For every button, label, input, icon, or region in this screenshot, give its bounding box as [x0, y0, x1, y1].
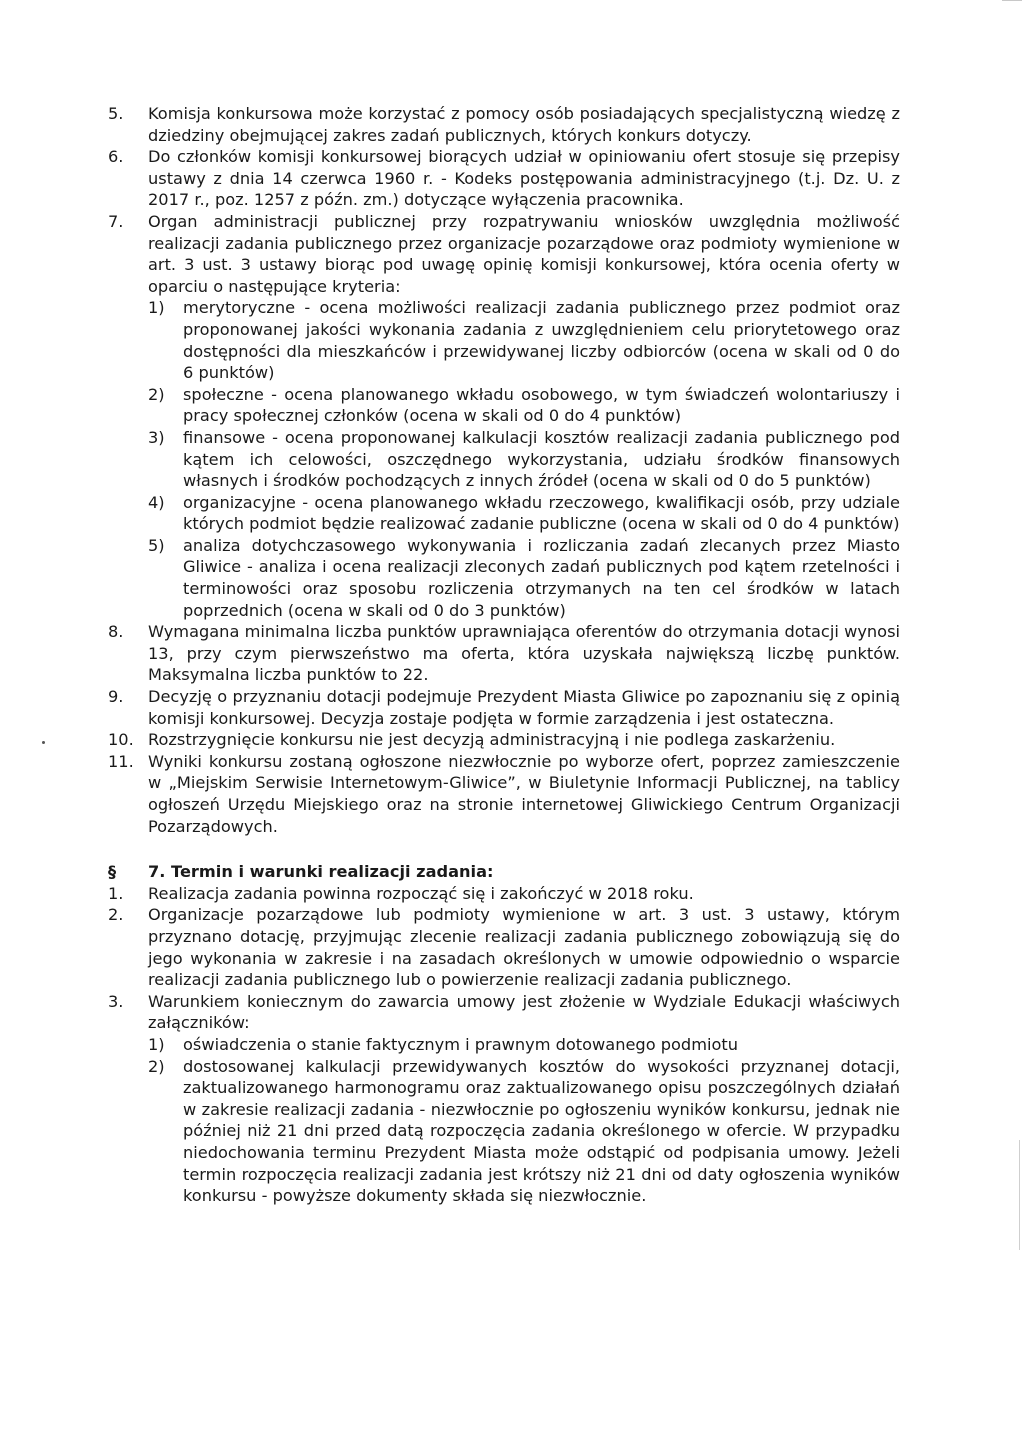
item-text: Rozstrzygnięcie konkursu nie jest decyzją administracyjną i nie podlega zaskarżeniu.	[148, 730, 836, 750]
criterion-number: 1)	[148, 298, 165, 318]
scan-speck	[42, 741, 45, 744]
paragraph-5	[108, 103, 900, 146]
scan-edge-line	[1019, 1140, 1020, 1250]
criterion-3	[148, 427, 900, 492]
criterion-2	[148, 384, 900, 427]
criterion-4	[148, 492, 900, 535]
paragraph-6	[108, 146, 900, 211]
criterion-text: analiza dotychczasowego wykonywania i rozliczania zadań zlecanych przez Miasto Gliwice - analiza i ocena realizacji zleconych zadań publicznych pod kątem rzetelności i terminowości oraz sposobu rozliczenia otrzymanych na ten cel środków w latach poprzednich (ocena w skali od 0 do 3 punktów)	[183, 535, 900, 620]
section-title: 7. Termin i warunki realizacji zadania:	[148, 862, 494, 882]
attachment-text: oświadczenia o stanie faktycznym i prawnym dotowanego podmiotu	[183, 1034, 738, 1054]
item-text: Organizacje pozarządowe lub podmioty wymienione w art. 3 ust. 3 ustawy, którym przyznano dotację, przyjmując zlecenie realizacji zadania publicznego zobowiązują się do jego wykonania w zakresie i na zasadach określonych w umowie odpowiednio o wsparcie realizacji zadania publicznego lub o powierzenie realizacji zadania publicznego.	[148, 905, 900, 990]
item-text: Do członków komisji konkursowej biorących udział w opiniowaniu ofert stosuje się przepisy ustawy z dnia 14 czerwca 1960 r. - Kodeks postępowania administracyjnego (t.j. Dz. U. z 2017 r., poz. 1257 z późn. zm.) dotyczące wyłączenia pracownika.	[148, 147, 900, 210]
item-text: Warunkiem koniecznym do zawarcia umowy jest złożenie w Wydziale Edukacji właściwych załączników:	[148, 991, 900, 1033]
criterion-text: społeczne - ocena planowanego wkładu osobowego, w tym świadczeń wolontariuszy i pracy społecznej członków (ocena w skali od 0 do 4 punktów)	[183, 384, 900, 426]
criterion-5	[148, 535, 900, 621]
item-number: 3.	[108, 991, 124, 1011]
item-number: 8.	[108, 622, 124, 642]
paragraph-7	[108, 211, 900, 297]
paragraph-10	[108, 729, 900, 751]
attachment-number: 2)	[148, 1056, 165, 1076]
section7-item-3	[108, 991, 900, 1034]
document-body	[108, 103, 900, 1207]
criterion-number: 2)	[148, 384, 165, 404]
item-number: 6.	[108, 147, 124, 167]
criterion-number: 3)	[148, 427, 165, 447]
item-text: Wyniki konkursu zostaną ogłoszone niezwłocznie po wyborze ofert, poprzez zamieszczenie w „Miejskim Serwisie Internetowym-Gliwice”, w Biuletynie Informacji Publicznej, na tablicy ogłoszeń Urzędu Miejskiego oraz na stronie internetowej Gliwickiego Centrum Organizacji Pozarządowych.	[148, 751, 900, 836]
criterion-text: finansowe - ocena proponowanej kalkulacji kosztów realizacji zadania publicznego pod kątem ich celowości, oszczędnego wykorzystania, udziału środków finansowych własnych i środków pochodzących z innych źródeł (ocena w skali od 0 do 5 punktów)	[183, 427, 900, 491]
item-number: 5.	[108, 104, 124, 123]
section-spacer	[108, 837, 900, 861]
attachment-number: 1)	[148, 1034, 165, 1054]
criterion-text: organizacyjne - ocena planowanego wkładu rzeczowego, kwalifikacji osób, przy udziale których podmiot będzie realizować zadanie publiczne (ocena w skali od 0 do 4 punktów)	[183, 492, 900, 534]
item-text: Komisja konkursowa może korzystać z pomocy osób posiadających specjalistyczną wiedzę z dziedziny obejmującej zakres zadań publicznych, których konkurs dotyczy.	[148, 104, 900, 145]
paragraph-9	[108, 686, 900, 729]
item-text: Organ administracji publicznej przy rozpatrywaniu wniosków uwzględnia możliwość realizacji zadania publicznego przez organizacje pozarządowe oraz podmioty wymienione w art. 3 ust. 3 ustawy biorąc pod uwagę opinię komisji konkursowej, która ocenia oferty w oparciu o następujące kryteria:	[148, 211, 900, 296]
item-number: 7.	[108, 211, 124, 231]
section7-item-2	[108, 904, 900, 990]
item-text: Realizacja zadania powinna rozpocząć się i zakończyć w 2018 roku.	[148, 883, 694, 903]
criterion-text: merytoryczne - ocena możliwości realizacji zadania publicznego przez podmiot oraz proponowanej jakości wykonania zadania z uwzględnieniem celu priorytetowego oraz dostępności dla mieszkańców i przewidywanej liczby odbiorców (ocena w skali od 0 do 6 punktów)	[183, 298, 900, 383]
section7-item-1	[108, 883, 900, 905]
attachment-text: dostosowanej kalkulacji przewidywanych kosztów do wysokości przyznanej dotacji, zaktualizowanego harmonogramu oraz zaktualizowanego opisu poszczególnych działań w zakresie realizacji zadania - niezwłocznie po ogłoszeniu wyników konkursu, jednak nie później niż 21 dni przed datą rozpoczęcia zadania określonego w ofercie. W przypadku niedochowania terminu Prezydent Miasta może odstąpić od podpisania umowy. Jeżeli termin rozpoczęcia realizacji zadania jest krótszy niż 21 dni od daty ogłoszenia wyników konkursu - powyższe dokumenty składa się niezwłocznie.	[183, 1056, 900, 1206]
section-sign: §	[108, 862, 117, 882]
attachment-1	[148, 1034, 900, 1056]
item-number: 1.	[108, 883, 124, 903]
item-number: 10.	[108, 730, 134, 750]
paragraph-8	[108, 621, 900, 686]
item-number: 2.	[108, 905, 124, 925]
item-number: 9.	[108, 687, 124, 707]
attachment-2	[148, 1056, 900, 1207]
item-text: Wymagana minimalna liczba punktów uprawniająca oferentów do otrzymania dotacji wynosi 13, przy czym pierwszeństwo ma oferta, która uzyskała największą liczbę punktów. Maksymalna liczba punktów to 22.	[148, 622, 900, 685]
paragraph-11	[108, 751, 900, 837]
criterion-number: 4)	[148, 492, 165, 512]
scan-edge-mark	[1002, 0, 1022, 11]
item-text: Decyzję o przyznaniu dotacji podejmuje Prezydent Miasta Gliwice po zapoznaniu się z opinią komisji konkursowej. Decyzja zostaje podjęta w formie zarządzenia i jest ostateczna.	[148, 687, 900, 728]
section-heading	[108, 861, 900, 883]
criterion-number: 5)	[148, 535, 165, 555]
criterion-1	[148, 297, 900, 383]
item-number: 11.	[108, 751, 134, 771]
